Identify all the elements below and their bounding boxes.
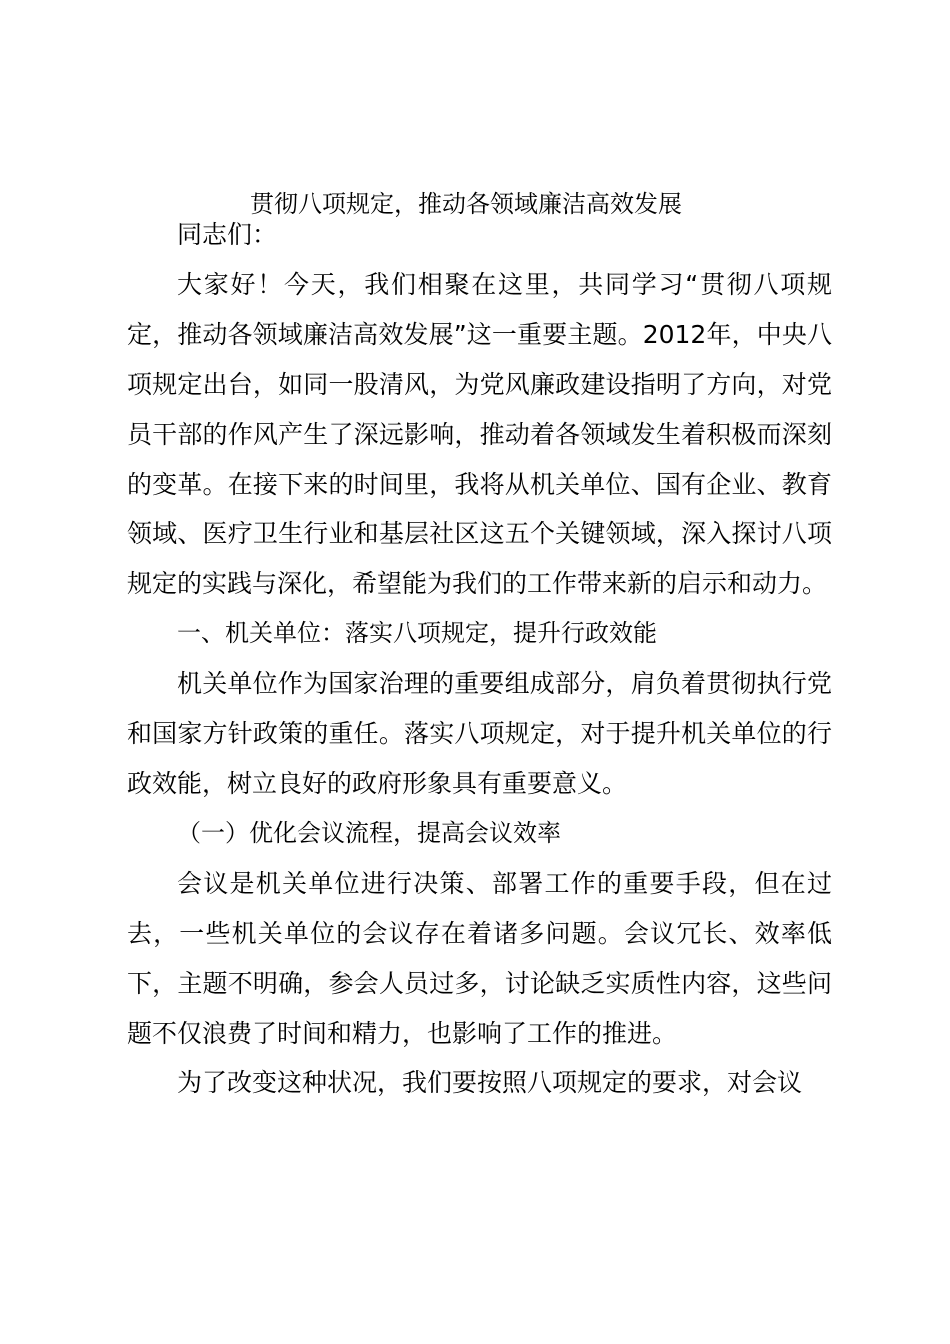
section-heading: 一、机关单位：落实八项规定，提升行政效能 <box>177 619 657 648</box>
body-paragraph: 为了改变这种状况，我们要按照八项规定的要求，对会议 <box>177 1068 803 1098</box>
document-body <box>127 210 832 1108</box>
section-intro-paragraph: 机关单位作为国家治理的重要组成部分，肩负着贯彻执行党和国家方针政策的重任。落实八项规定，对于提升机关单位的行政效能，树立良好的政府形象具有重要意义。 <box>127 669 832 798</box>
document-title: 贯彻八项规定，推动各领域廉洁高效发展 <box>250 190 682 218</box>
body-paragraph: 会议是机关单位进行决策、部署工作的重要手段，但在过去，一些机关单位的会议存在着诸多问题。会议冗长、效率低下，主题不明确，参会人员过多，讨论缺乏实质性内容，这些问题不仅浪费了时间和精力，也影响了工作的推进。 <box>127 868 832 1048</box>
opening-paragraph: 大家好！今天，我们相聚在这里，共同学习“贯彻八项规定，推动各领域廉洁高效发展”这一重要主题。2012年，中央八项规定出台，如同一股清风，为党风廉政建设指明了方向，对党员干部的作风产生了深远影响，推动着各领域发生着积极而深刻的变革。在接下来的时间里，我将从机关单位、国有企业、教育领域、医疗卫生行业和基层社区这五个关键领域，深入探讨八项规定的实践与深化，希望能为我们的工作带来新的启示和动力。 <box>127 269 832 599</box>
salutation: 同志们： <box>177 220 278 249</box>
subsection-heading: （一）优化会议流程，提高会议效率 <box>177 818 561 847</box>
